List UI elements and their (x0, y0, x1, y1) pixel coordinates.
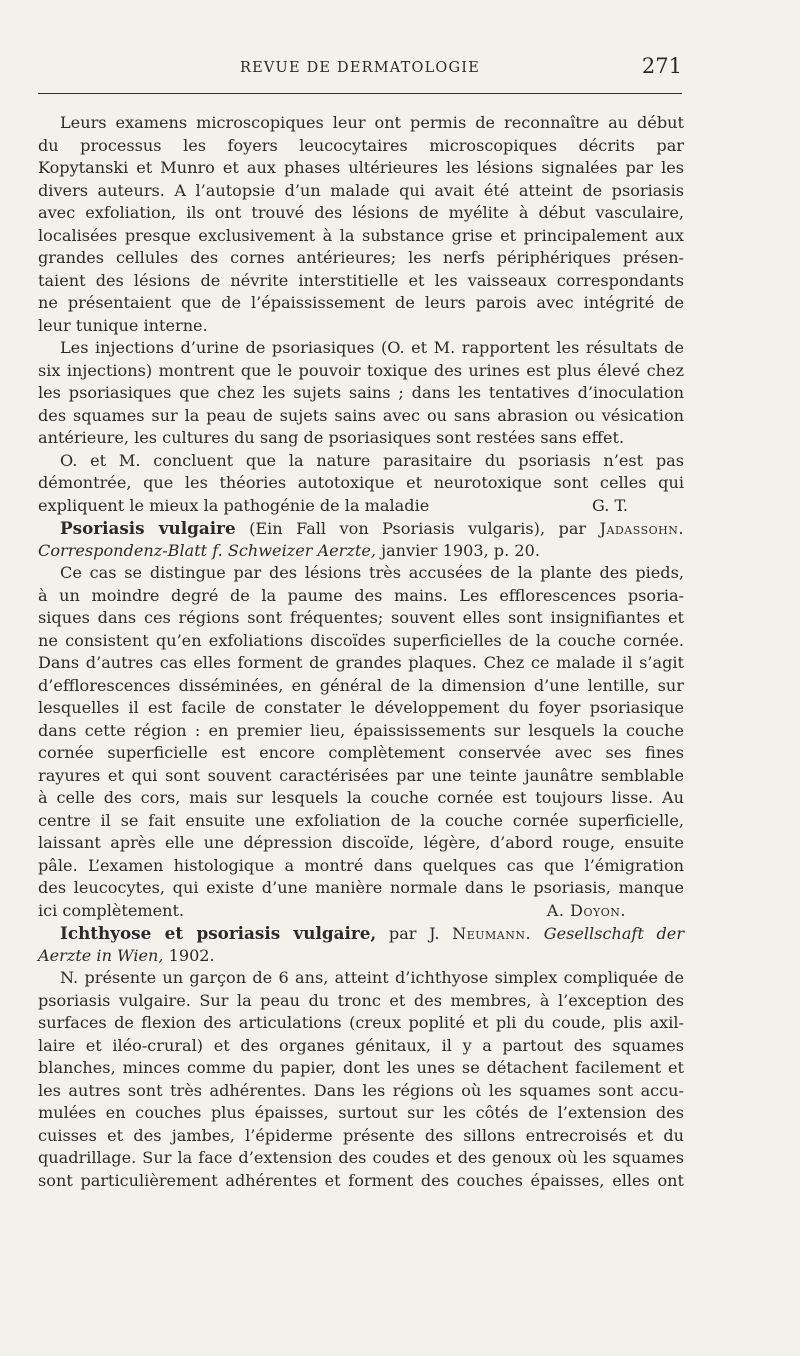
text-line: Ce cas se distingue par des lésions très accusées de la plante des pieds, (60, 563, 684, 582)
author-signature: G. T. (592, 495, 628, 515)
text-line: pâle. L’examen histologique a montré dans quelques cas que l’émigration (38, 855, 684, 875)
journal-title: Correspondenz-Blatt f. Schweizer Aerzte, (38, 540, 376, 560)
text-line: Kopytanski et Munro et aux phases ultérieures les lésions signalées par les (38, 158, 684, 177)
citation-line (38, 945, 684, 968)
text-line: leur tunique interne. (38, 315, 208, 335)
text-line: laissant après elle une dépression discoïde, légère, d’abord rouge, ensuite (38, 833, 684, 852)
text-line: dans cette région : en premier lieu, épaississements sur lesquels la couche (38, 720, 684, 740)
text-line: Les injections d’urine de psoriasiques (O. et M. rapportent les résultats de (60, 338, 684, 357)
text-line: démontrée, que les théories autotoxique et neurotoxique sont celles qui (38, 473, 684, 492)
journal-title-cont: Aerzte in Wien, (38, 945, 164, 965)
article-title: Psoriasis vulgaire (60, 518, 236, 538)
text-line: rayures et qui sont souvent caractérisées par une teinte jaunâtre semblable (38, 765, 684, 785)
text-line (38, 495, 684, 518)
citation-line (38, 540, 684, 563)
text-line: taient des lésions de névrite interstitielle et les vaisseaux correspondants (38, 270, 684, 290)
text-line: des leucocytes, qui existe d’une manière normale dans le psoriasis, manque (38, 878, 684, 897)
text-line: localisées presque exclusivement à la substance grise et principalement aux (38, 225, 684, 245)
author-name: Jadassohn. (599, 519, 684, 538)
text-line: centre il se fait ensuite une exfoliation de la couche cornée superficielle, (38, 810, 684, 830)
text-line: ne consistent qu’en exfoliations discoïdes superficielles de la couche cornée. (38, 630, 684, 650)
text-line: laire et iléo-crural) et des organes génitaux, il y a partout des squames (38, 1035, 684, 1055)
text-line: les psoriasiques que chez les sujets sains ; dans les tentatives d’inoculation (38, 383, 684, 402)
author-name: Neumann. (452, 924, 532, 943)
text-line: avec exfoliation, ils ont trouvé des lésions de myélite à début vasculaire, (38, 203, 684, 222)
text-line: sont particulièrement adhérentes et forment des couches épaisses, elles ont (38, 1170, 684, 1190)
author-signature: A. Doyon. (546, 900, 626, 920)
page-header (38, 52, 682, 88)
text-line: six injections) montrent que le pouvoir toxique des urines est plus élevé chez (38, 360, 684, 380)
text-line: d’efflorescences disséminées, en général de la dimension d’une lentille, sur (38, 675, 684, 695)
body-text (38, 112, 684, 1192)
text-line: divers auteurs. A l’autopsie d’un malade qui avait été atteint de psoriasis (38, 180, 684, 200)
text-line: des squames sur la peau de sujets sains avec ou sans abrasion ou vésication (38, 405, 684, 425)
text-line: O. et M. concluent que la nature parasitaire du psoriasis n’est pas (60, 450, 684, 470)
text-line: mulées en couches plus épaisses, surtout sur les côtés de l’extension des (38, 1103, 684, 1122)
text-line (38, 900, 684, 923)
text-line: cuisses et des jambes, l’épiderme présente des sillons entrecroisés et du (38, 1125, 684, 1145)
text-line: lesquelles il est facile de constater le développement du foyer psoriasique (38, 698, 684, 717)
text-line: quadrillage. Sur la face d’extension des coudes et des genoux où les squames (38, 1148, 684, 1167)
text-line: ne présentaient que de l’épaississement de leurs parois avec intégrité de (38, 293, 684, 312)
text-line: siques dans ces régions sont fréquentes; souvent elles sont insignifiantes et (38, 608, 684, 627)
text-fragment: ici complètement. (38, 900, 185, 920)
text-line: surfaces de flexion des articulations (creux poplité et pli du coude, plis axil- (38, 1013, 684, 1032)
text-line: antérieure, les cultures du sang de psoriasiques sont restées sans effet. (38, 428, 625, 447)
text-line: psoriasis vulgaire. Sur la peau du tronc et des membres, à l’exception des (38, 990, 684, 1010)
text-line: les autres sont très adhérentes. Dans les régions où les squames sont accu- (38, 1080, 684, 1100)
text-line: à un moindre degré de la paume des mains. Les efflorescences psoria- (38, 585, 684, 605)
text-line: N. présente un garçon de 6 ans, atteint d’ichthyose simplex compliquée de (60, 968, 684, 987)
text-fragment: par J. (388, 924, 440, 943)
text-line: à celle des cors, mais sur lesquels la couche cornée est toujours lisse. Au (38, 788, 684, 807)
text-fragment: expliquent le mieux la pathogénie de la maladie (38, 495, 430, 515)
text-line: cornée superficielle est encore complètement conservée avec ses fines (38, 743, 684, 762)
text-fragment: (Ein Fall von Psoriasis vulgaris), par (249, 519, 587, 538)
text-line: Dans d’autres cas elles forment de grandes plaques. Chez ce malade il s’agit (38, 653, 684, 672)
text-line: blanches, minces comme du papier, dont les unes se détachent facilement et (38, 1058, 684, 1077)
citation-date: janvier 1903, p. 20. (381, 540, 540, 560)
text-line: grandes cellules des cornes antérieures; les nerfs périphériques présen- (38, 248, 684, 267)
header-rule (38, 93, 682, 94)
journal-title: Gesellschaft der (543, 924, 685, 943)
text-line: Leurs examens microscopiques leur ont permis de reconnaître au début (60, 113, 684, 132)
running-title: REVUE DE DERMATOLOGIE (239, 60, 481, 76)
citation-date: 1902. (168, 945, 215, 965)
page-number: 271 (641, 54, 682, 78)
article-heading-line (38, 922, 684, 945)
article-title: Ichthyose et psoriasis vulgaire, (60, 923, 377, 943)
text-line: du processus les foyers leucocytaires microscopiques décrits par (38, 135, 684, 155)
article-heading-line (38, 517, 684, 540)
